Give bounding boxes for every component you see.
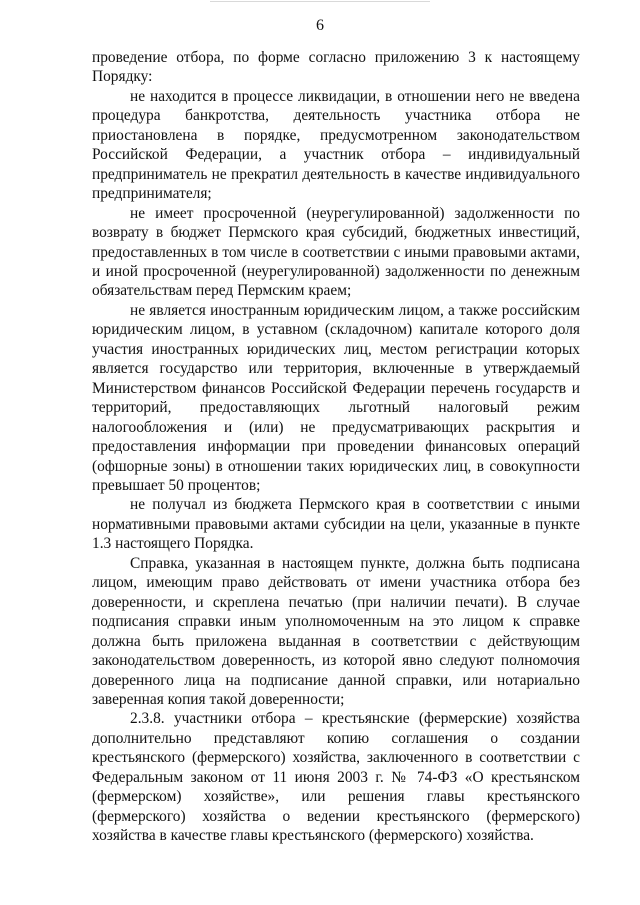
paragraph-certificate-signature: Справка, указанная в настоящем пункте, должна быть подписана лицом, имеющим право действовать от имени участника отбора без доверенности, и скреплена печатью (при наличии печати). В случае подписания справки иным уполномоченным на это лицом к справке должна быть приложена выданная в соответствии с действующим законодательством доверенность, из которой явно следуют полномочия доверенного лица на подписание данной справки, или нотариально заверенная копия такой доверенности; — [92, 554, 580, 708]
scan-edge-line — [210, 1, 430, 2]
paragraph-not-foreign-entity: не является иностранным юридическим лицом, а также российским юридическим лицом, в уставном (складочном) капитале которого доля участия иностранных юридических лиц, местом регистрации которых является государство или территория, включенные в утверждаемый Министерством финансов Российской Федерации перечень государств и территорий, предоставляющих льготный налоговый режим налогообложения и (или) не предусматривающих раскрытия и предоставления информации при проведении финансовых операций (офшорные зоны) в отношении таких юридических лиц, в совокупности превышает 50 процентов; — [92, 301, 580, 494]
page-number: 6 — [316, 17, 324, 34]
paragraph-continuation: проведение отбора, по форме согласно приложению 3 к настоящему Порядку: — [92, 49, 580, 86]
document-body — [92, 48, 580, 846]
paragraph-not-liquidated: не находится в процессе ликвидации, в отношении него не введена процедура банкротства, деятельность участника отбора не приостановлена в порядке, предусмотренном законодательством Российской Федерации, а участник отбора – индивидуальный предприниматель не прекратил деятельность в качестве индивидуального предпринимателя; — [92, 87, 580, 203]
paragraph-no-subsidies: не получал из бюджета Пермского края в соответствии с иными нормативными правовыми актами субсидии на цели, указанные в пункте 1.3 настоящего Порядка. — [92, 496, 580, 553]
paragraph-2-3-8-farm-households: 2.3.8. участники отбора – крестьянские (фермерские) хозяйства дополнительно представляют копию соглашения о создании крестьянского (фермерского) хозяйства, заключенного в соответствии с Федеральным законом от 11 июня 2003 г. № 74-ФЗ «О крестьянском (фермерском) хозяйстве», или решения главы крестьянского (фермерского) хозяйства о ведении крестьянского (фермерского) хозяйства в качестве главы крестьянского (фермерского) хозяйства. — [92, 710, 580, 845]
paragraph-no-debt: не имеет просроченной (неурегулированной) задолженности по возврату в бюджет Пермского края субсидий, бюджетных инвестиций, предоставленных в том числе в соответствии с иными правовыми актами, и иной просроченной (неурегулированной) задолженности по денежным обязательствам перед Пермским краем; — [92, 204, 580, 300]
